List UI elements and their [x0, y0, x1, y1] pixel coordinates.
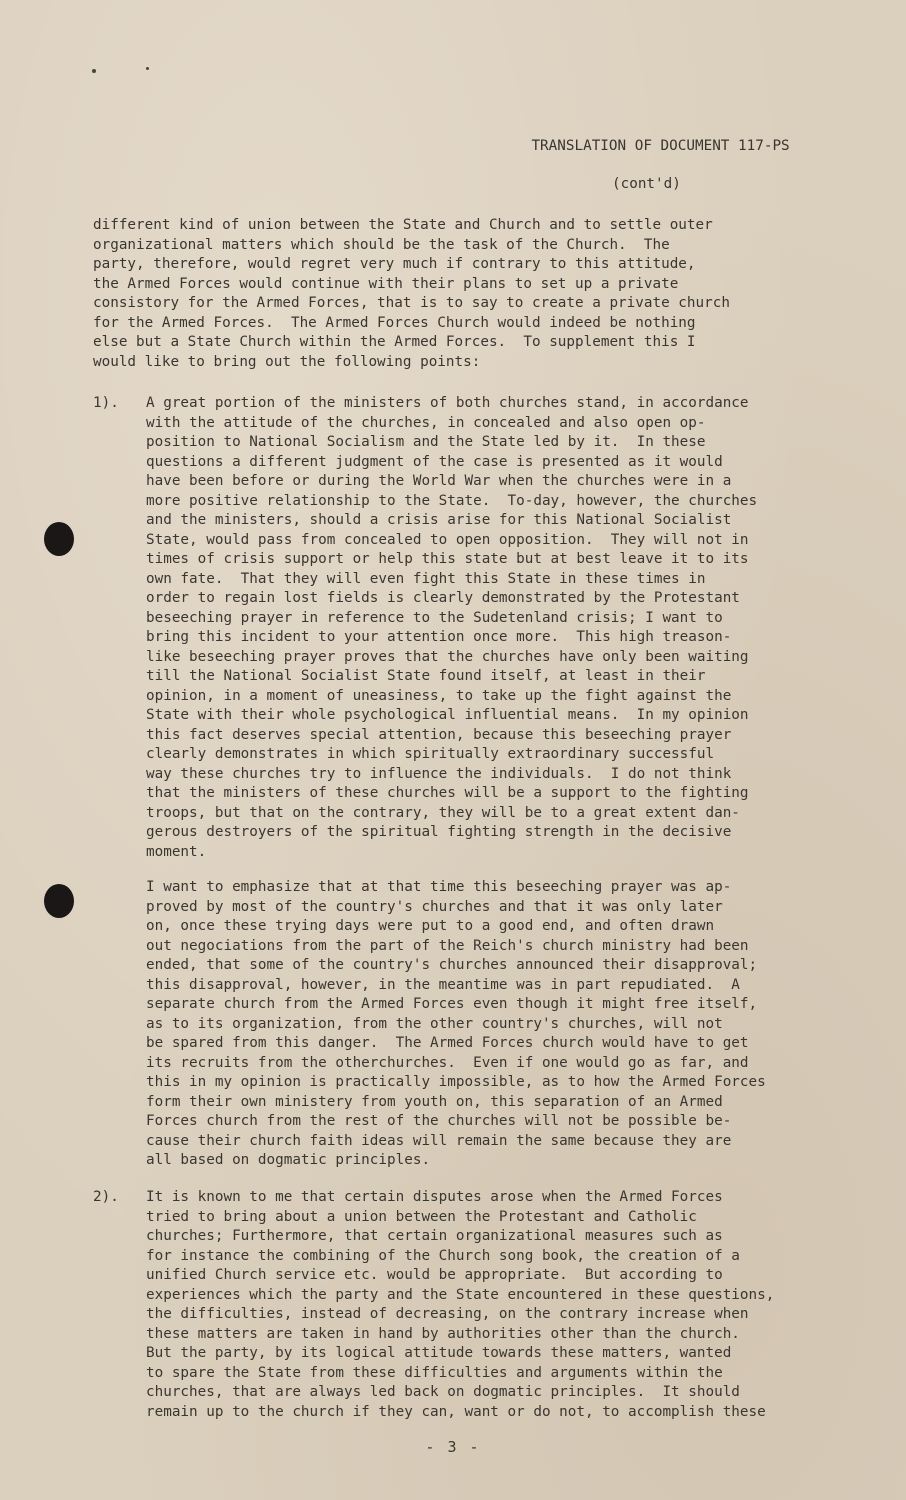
text-line: like beseeching prayer proves that the churches have only been waiting — [146, 648, 749, 665]
text-line: State, would pass from concealed to open opposition. They will not in — [146, 531, 749, 548]
text-line: else but a State Church within the Armed Forces. To supplement this I — [93, 334, 696, 350]
ink-speck — [92, 69, 96, 73]
text-line: own fate. That they will even fight this State in these times in — [146, 570, 706, 587]
text-line: more positive relationship to the State. To-day, however, the churches — [146, 492, 758, 509]
text-line: It is known to me that certain disputes arose when the Armed Forces — [146, 1189, 723, 1205]
text-line: bring this incident to your attention once more. This high treason- — [146, 629, 732, 645]
point-1-marker: 1). — [93, 395, 119, 411]
text-line: separate church from the Armed Forces even though it might free itself, — [146, 996, 758, 1012]
text-line: remain up to the church if they can, want or do not, to accomplish these — [146, 1403, 766, 1420]
point-2-marker: 2). — [93, 1189, 119, 1205]
text-line: this in my opinion is practically impossible, as to how the Armed Forces — [146, 1074, 766, 1090]
text-line: opinion, in a moment of uneasiness, to take up the fight against the — [146, 687, 732, 704]
ink-speck — [146, 67, 149, 70]
text-line: unified Church service etc. would be appropriate. But according to — [146, 1267, 723, 1283]
text-line: on, once these trying days were put to a good end, and often drawn — [146, 918, 715, 934]
intro-paragraph — [93, 216, 730, 372]
text-line: But the party, by its logical attitude towards these matters, wanted — [146, 1345, 732, 1361]
text-line: with the attitude of the churches, in concealed and also open op- — [146, 414, 706, 431]
text-line: moment. — [146, 843, 207, 860]
text-line: would like to bring out the following points: — [93, 353, 481, 370]
document-title: TRANSLATION OF DOCUMENT 117-PS — [531, 138, 790, 154]
text-line: experiences which the party and the State encountered in these questions, — [146, 1286, 775, 1303]
text-line: its recruits from the otherchurches. Even if one would go as far, and — [146, 1054, 749, 1071]
text-line: churches, that are always led back on dogmatic principles. It should — [146, 1384, 740, 1400]
text-line: consistory for the Armed Forces, that is to say to create a private church — [93, 295, 730, 311]
text-line: ended, that some of the country's churches announced their disapproval; — [146, 957, 758, 973]
text-line: form their own ministery from youth on, this separation of an Armed — [146, 1093, 723, 1110]
punch-hole-top — [44, 522, 74, 556]
text-line: have been before or during the World War when the churches were in a — [146, 473, 732, 489]
continued-label: (cont'd) — [612, 176, 681, 192]
text-line: different kind of union between the State and Church and to settle outer — [93, 217, 713, 233]
text-line: party, therefore, would regret very much if contrary to this attitude, — [93, 256, 696, 272]
text-line: A great portion of the ministers of both churches stand, in accordance — [146, 395, 749, 411]
text-line: questions a different judgment of the case is presented as it would — [146, 453, 723, 470]
text-line: organizational matters which should be the task of the Church. The — [93, 236, 670, 253]
text-line: clearly demonstrates in which spiritually extraordinary successful — [146, 746, 715, 762]
text-line: all based on dogmatic principles. — [146, 1152, 431, 1168]
text-line: this fact deserves special attention, because this beseeching prayer — [146, 726, 732, 743]
text-line: out negociations from the part of the Reich's church ministry had been — [146, 937, 749, 954]
text-line: way these churches try to influence the individuals. I do not think — [146, 765, 732, 782]
text-line: be spared from this danger. The Armed Forces church would have to get — [146, 1035, 749, 1051]
point-1-continuation-paragraph — [146, 878, 766, 1171]
text-line: times of crisis support or help this state but at best leave it to its — [146, 551, 749, 567]
text-line: State with their whole psychological influential means. In my opinion — [146, 707, 749, 723]
text-line: gerous destroyers of the spiritual fighting strength in the decisive — [146, 824, 732, 840]
text-line: as to its organization, from the other country's churches, will not — [146, 1015, 723, 1032]
text-line: order to regain lost fields is clearly demonstrated by the Protestant — [146, 590, 740, 606]
text-line: these matters are taken in hand by authorities other than the church. — [146, 1325, 740, 1342]
text-line: beseeching prayer in reference to the Sudetenland crisis; I want to — [146, 609, 723, 626]
text-line: and the ministers, should a crisis arise for this National Socialist — [146, 512, 732, 528]
point-2-paragraph — [146, 1188, 774, 1422]
punch-hole-bottom — [44, 884, 74, 918]
text-line: till the National Socialist State found itself, at least in their — [146, 668, 706, 684]
text-line: for the Armed Forces. The Armed Forces Church would indeed be nothing — [93, 314, 696, 331]
text-line: Forces church from the rest of the churches will not be possible be- — [146, 1113, 732, 1129]
text-line: cause their church faith ideas will remain the same because they are — [146, 1132, 732, 1149]
text-line: I want to emphasize that at that time this beseeching prayer was ap- — [146, 879, 732, 895]
text-line: the Armed Forces would continue with their plans to set up a private — [93, 275, 679, 292]
text-line: churches; Furthermore, that certain organizational measures such as — [146, 1228, 723, 1244]
text-line: this disapproval, however, in the meantime was in part repudiated. A — [146, 976, 740, 993]
page-number: - 3 - — [425, 1438, 481, 1456]
text-line: to spare the State from these difficulties and arguments within the — [146, 1364, 723, 1381]
text-line: troops, but that on the contrary, they will be to a great extent dan- — [146, 804, 740, 821]
text-line: position to National Socialism and the State led by it. In these — [146, 434, 706, 450]
point-1-paragraph — [146, 394, 757, 862]
text-line: proved by most of the country's churches and that it was only later — [146, 898, 723, 915]
text-line: for instance the combining of the Church song book, the creation of a — [146, 1247, 740, 1264]
text-line: the difficulties, instead of decreasing, on the contrary increase when — [146, 1306, 749, 1322]
text-line: that the ministers of these churches will be a support to the fighting — [146, 785, 749, 801]
text-line: tried to bring about a union between the Protestant and Catholic — [146, 1208, 697, 1225]
document-heading — [497, 118, 790, 232]
